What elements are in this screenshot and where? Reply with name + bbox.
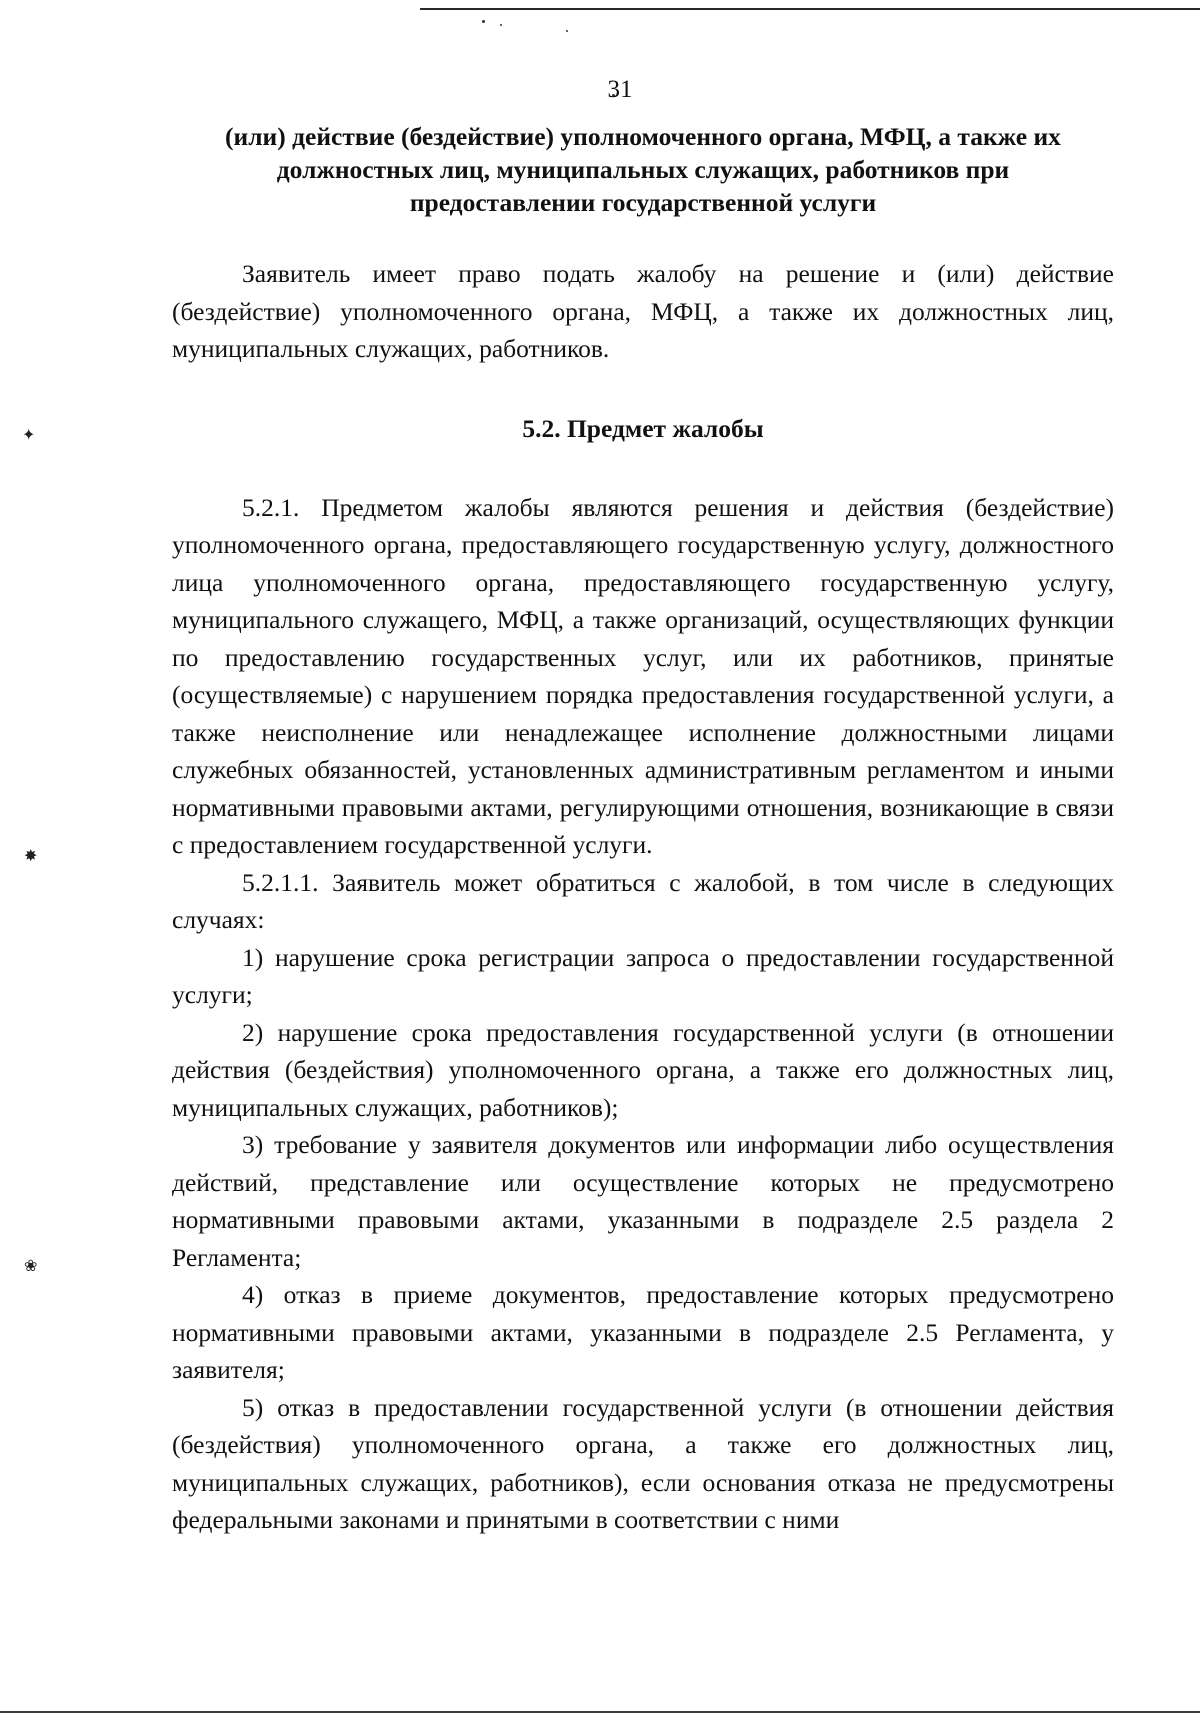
list-item-4: 4) отказ в приеме документов, предоставление которых предусмотрено нормативными правовыми актами, указанными в подразделе 2.5 Регламента, у заявителя; — [172, 1280, 1114, 1384]
scan-edge-bottom — [0, 1711, 1200, 1713]
list-item-2: 2) нарушение срока предоставления государственной услуги (в отношении действия (бездействия) уполномоченного органа, а также его должностных лиц, муниципальных служащих, работников); — [172, 1017, 1114, 1122]
heading-line: должностных лиц, муниципальных служащих, работников при — [276, 155, 1010, 184]
paragraph-5-2-1: 5.2.1. Предметом жалобы являются решения и действия (бездействие) уполномоченного органа, предоставляющего государственную услугу, должностного лица уполномоченного органа, предоставляющего государственную услугу, муниципального служащего, МФЦ, а также организаций, осуществляющих функции по предоставлению государственных услуг, или их работников, принятые (осуществляемые) с нарушением порядка предоставления государственной услуги, а также неисполнение или ненадлежащее исполнение должностными лицами служебных обязанностей, установленных административным регламентом и иными нормативными правовыми актами, регулирующими отношения, возникающие в связи с предоставлением государственной услуги. — [172, 492, 1114, 859]
list-item-5: 5) отказ в предоставлении государственной услуги (в отношении действия (бездействия) уполномоченного органа, а также его должностных лиц, муниципальных служащих, работников), если основания отказа не предусмотрены федеральными законами и принятыми в соответствии с ними — [172, 1392, 1114, 1534]
page-number: 31 — [607, 76, 633, 103]
section-title: 5.2. Предмет жалобы — [522, 413, 764, 443]
scan-speck — [482, 20, 485, 23]
margin-mark: ✸ — [24, 846, 38, 865]
list-item-1: 1) нарушение срока регистрации запроса о предоставлении государственной услуги; — [172, 942, 1114, 1009]
scan-edge-top — [420, 8, 1200, 10]
document-body — [172, 120, 1114, 1539]
scan-speck — [566, 30, 568, 32]
margin-mark: ❀ — [24, 1256, 38, 1275]
paragraph-5-2-1-1: 5.2.1.1. Заявитель может обратиться с жалобой, в том числе в следующих случаях: — [172, 867, 1114, 934]
margin-mark: ✦ — [22, 425, 36, 444]
list-item-3: 3) требование у заявителя документов или информации либо осуществления действий, представление или осуществление которых не предусмотрено нормативными правовыми актами, указанными в подразделе 2.5 раздела 2 Регламента; — [172, 1130, 1114, 1272]
heading-line: предоставлении государственной услуги — [409, 188, 877, 217]
scan-speck — [500, 24, 502, 26]
subsection-heading — [172, 120, 1114, 219]
intro-paragraph: Заявитель имеет право подать жалобу на решение и (или) действие (бездействие) уполномоченного органа, МФЦ, а также их должностных лиц, муниципальных служащих, работников. — [172, 259, 1114, 363]
heading-line: (или) действие (бездействие) уполномоченного органа, МФЦ, а также их — [225, 122, 1061, 151]
